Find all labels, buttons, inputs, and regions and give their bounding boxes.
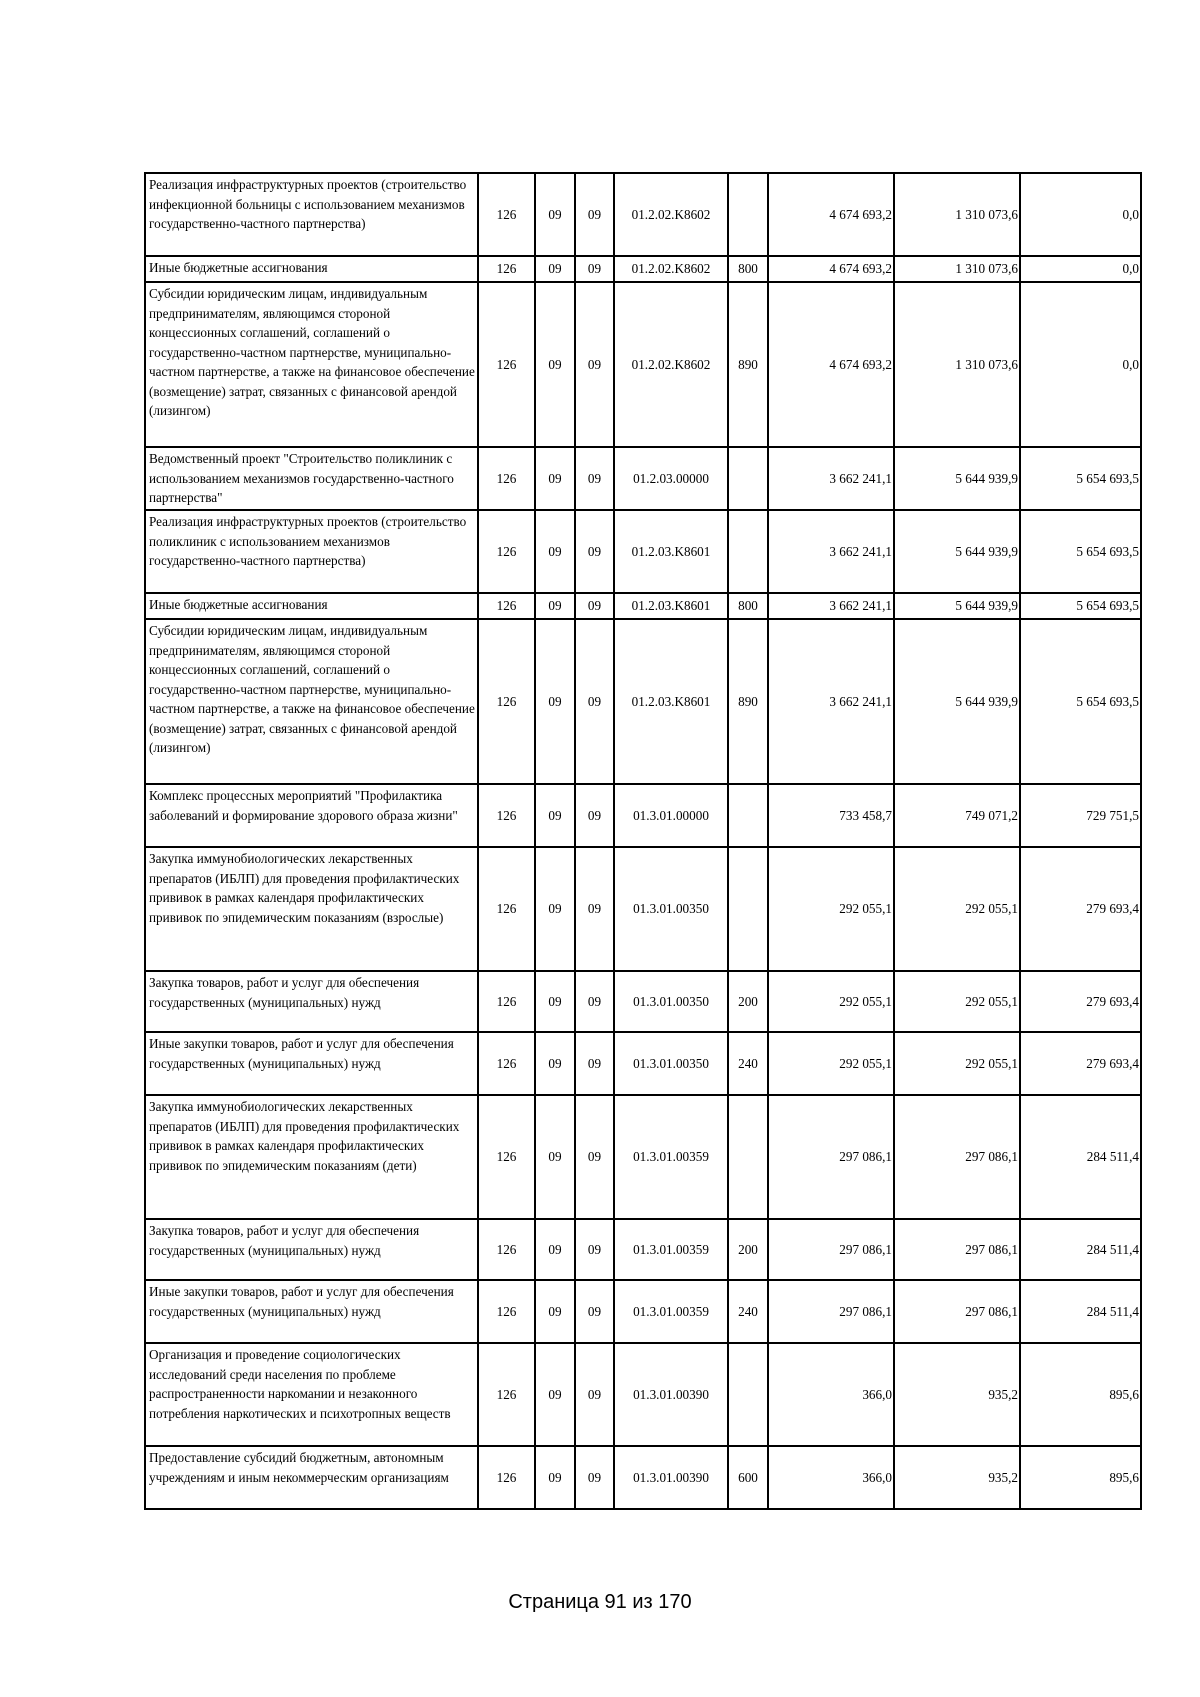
table-row <box>145 173 1141 256</box>
row-pr: 09 <box>575 784 614 847</box>
row-rz: 09 <box>535 1446 575 1509</box>
row-name: Субсидии юридическим лицам, индивидуальным предпринимателям, являющимся стороной концессионных соглашений, соглашений о государственно-частном партнерстве, муниципально-частном партнерстве, а также на финансовое обеспечение (возмещение) затрат, связанных с финансовой арендой (лизингом) <box>145 619 478 784</box>
row-amount-2: 935,2 <box>894 1343 1020 1446</box>
row-rz: 09 <box>535 173 575 256</box>
row-amount-3: 279 693,4 <box>1020 847 1141 971</box>
row-csr: 01.2.03.K8601 <box>614 593 728 619</box>
row-pr: 09 <box>575 1343 614 1446</box>
row-grbs: 126 <box>478 510 535 593</box>
row-amount-1: 297 086,1 <box>768 1095 894 1219</box>
row-amount-1: 297 086,1 <box>768 1280 894 1343</box>
row-csr: 01.2.03.K8601 <box>614 510 728 593</box>
row-pr: 09 <box>575 447 614 510</box>
row-amount-2: 5 644 939,9 <box>894 593 1020 619</box>
row-amount-2: 5 644 939,9 <box>894 510 1020 593</box>
row-amount-3: 5 654 693,5 <box>1020 447 1141 510</box>
table-row <box>145 1446 1141 1509</box>
table-row <box>145 1032 1141 1095</box>
row-csr: 01.2.02.K8602 <box>614 282 728 447</box>
row-pr: 09 <box>575 847 614 971</box>
row-pr: 09 <box>575 1219 614 1280</box>
table-row <box>145 510 1141 593</box>
table-row <box>145 447 1141 510</box>
row-pr: 09 <box>575 593 614 619</box>
row-grbs: 126 <box>478 784 535 847</box>
row-amount-3: 279 693,4 <box>1020 971 1141 1032</box>
table-body <box>145 173 1141 1509</box>
row-amount-2: 749 071,2 <box>894 784 1020 847</box>
row-pr: 09 <box>575 1446 614 1509</box>
table-row <box>145 1219 1141 1280</box>
row-name: Закупка иммунобиологических лекарственных препаратов (ИБЛП) для проведения профилактических прививок в рамках календаря профилактических прививок по эпидемическим показаниям (дети) <box>145 1095 478 1219</box>
row-csr: 01.3.01.00359 <box>614 1280 728 1343</box>
row-amount-3: 0,0 <box>1020 173 1141 256</box>
row-grbs: 126 <box>478 173 535 256</box>
row-amount-2: 5 644 939,9 <box>894 447 1020 510</box>
row-vr <box>728 510 768 593</box>
row-csr: 01.2.03.K8601 <box>614 619 728 784</box>
row-amount-2: 935,2 <box>894 1446 1020 1509</box>
row-rz: 09 <box>535 784 575 847</box>
row-name: Иные бюджетные ассигнования <box>145 256 478 282</box>
row-name: Организация и проведение социологических исследований среди населения по проблеме распространенности наркомании и незаконного потребления наркотических и психотропных веществ <box>145 1343 478 1446</box>
table-row <box>145 1343 1141 1446</box>
row-name: Комплекс процессных мероприятий "Профилактика заболеваний и формирование здорового образа жизни" <box>145 784 478 847</box>
row-vr <box>728 847 768 971</box>
row-amount-3: 0,0 <box>1020 256 1141 282</box>
row-name: Реализация инфраструктурных проектов (строительство инфекционной больницы с использованием механизмов государственно-частного партнерства) <box>145 173 478 256</box>
row-rz: 09 <box>535 1343 575 1446</box>
row-vr <box>728 1343 768 1446</box>
row-name: Закупка иммунобиологических лекарственных препаратов (ИБЛП) для проведения профилактических прививок в рамках календаря профилактических прививок по эпидемическим показаниям (взрослые) <box>145 847 478 971</box>
row-amount-2: 297 086,1 <box>894 1280 1020 1343</box>
row-rz: 09 <box>535 447 575 510</box>
row-amount-2: 297 086,1 <box>894 1219 1020 1280</box>
row-vr: 240 <box>728 1032 768 1095</box>
table-row <box>145 784 1141 847</box>
row-amount-1: 3 662 241,1 <box>768 619 894 784</box>
row-csr: 01.3.01.00390 <box>614 1343 728 1446</box>
row-grbs: 126 <box>478 619 535 784</box>
row-amount-1: 297 086,1 <box>768 1219 894 1280</box>
row-amount-2: 292 055,1 <box>894 847 1020 971</box>
row-rz: 09 <box>535 510 575 593</box>
row-vr: 800 <box>728 256 768 282</box>
row-grbs: 126 <box>478 1343 535 1446</box>
row-grbs: 126 <box>478 593 535 619</box>
row-amount-1: 4 674 693,2 <box>768 173 894 256</box>
row-csr: 01.2.02.K8602 <box>614 256 728 282</box>
row-pr: 09 <box>575 510 614 593</box>
page-number: Страница 91 из 170 <box>508 1591 692 1613</box>
row-name: Иные бюджетные ассигнования <box>145 593 478 619</box>
row-amount-1: 292 055,1 <box>768 1032 894 1095</box>
row-amount-1: 3 662 241,1 <box>768 447 894 510</box>
row-rz: 09 <box>535 256 575 282</box>
row-amount-2: 1 310 073,6 <box>894 282 1020 447</box>
row-amount-3: 5 654 693,5 <box>1020 619 1141 784</box>
table-row <box>145 847 1141 971</box>
row-vr: 890 <box>728 282 768 447</box>
row-amount-1: 292 055,1 <box>768 971 894 1032</box>
row-amount-3: 5 654 693,5 <box>1020 593 1141 619</box>
row-rz: 09 <box>535 1032 575 1095</box>
row-amount-1: 3 662 241,1 <box>768 593 894 619</box>
row-amount-3: 279 693,4 <box>1020 1032 1141 1095</box>
row-rz: 09 <box>535 619 575 784</box>
row-amount-2: 1 310 073,6 <box>894 173 1020 256</box>
row-pr: 09 <box>575 256 614 282</box>
row-name: Ведомственный проект "Строительство поликлиник с использованием механизмов государственно-частного партнерства" <box>145 447 478 510</box>
row-grbs: 126 <box>478 1280 535 1343</box>
row-grbs: 126 <box>478 282 535 447</box>
table-row <box>145 593 1141 619</box>
row-amount-3: 5 654 693,5 <box>1020 510 1141 593</box>
row-amount-1: 366,0 <box>768 1343 894 1446</box>
row-rz: 09 <box>535 593 575 619</box>
row-vr: 200 <box>728 971 768 1032</box>
row-amount-3: 729 751,5 <box>1020 784 1141 847</box>
row-csr: 01.3.01.00359 <box>614 1095 728 1219</box>
row-csr: 01.3.01.00390 <box>614 1446 728 1509</box>
row-grbs: 126 <box>478 1219 535 1280</box>
row-rz: 09 <box>535 1280 575 1343</box>
row-grbs: 126 <box>478 1446 535 1509</box>
row-amount-2: 5 644 939,9 <box>894 619 1020 784</box>
row-name: Предоставление субсидий бюджетным, автономным учреждениям и иным некоммерческим организациям <box>145 1446 478 1509</box>
table-row <box>145 1280 1141 1343</box>
row-pr: 09 <box>575 282 614 447</box>
row-pr: 09 <box>575 619 614 784</box>
row-csr: 01.2.03.00000 <box>614 447 728 510</box>
row-vr: 890 <box>728 619 768 784</box>
row-vr: 200 <box>728 1219 768 1280</box>
row-vr: 800 <box>728 593 768 619</box>
row-amount-3: 284 511,4 <box>1020 1095 1141 1219</box>
table-row <box>145 971 1141 1032</box>
row-rz: 09 <box>535 847 575 971</box>
row-pr: 09 <box>575 173 614 256</box>
row-amount-1: 4 674 693,2 <box>768 256 894 282</box>
row-grbs: 126 <box>478 971 535 1032</box>
row-amount-1: 3 662 241,1 <box>768 510 894 593</box>
table-row <box>145 1095 1141 1219</box>
table-row <box>145 619 1141 784</box>
row-pr: 09 <box>575 1280 614 1343</box>
row-grbs: 126 <box>478 1095 535 1219</box>
row-name: Субсидии юридическим лицам, индивидуальным предпринимателям, являющимся стороной концессионных соглашений, соглашений о государственно-частном партнерстве, муниципально-частном партнерстве, а также на финансовое обеспечение (возмещение) затрат, связанных с финансовой арендой (лизингом) <box>145 282 478 447</box>
row-pr: 09 <box>575 971 614 1032</box>
row-name: Закупка товаров, работ и услуг для обеспечения государственных (муниципальных) нужд <box>145 1219 478 1280</box>
budget-table <box>144 172 1142 1510</box>
row-csr: 01.3.01.00359 <box>614 1219 728 1280</box>
row-name: Реализация инфраструктурных проектов (строительство поликлиник с использованием механизмов государственно-частного партнерства) <box>145 510 478 593</box>
row-amount-2: 292 055,1 <box>894 971 1020 1032</box>
row-csr: 01.2.02.K8602 <box>614 173 728 256</box>
row-amount-3: 284 511,4 <box>1020 1219 1141 1280</box>
row-vr <box>728 1095 768 1219</box>
row-pr: 09 <box>575 1032 614 1095</box>
row-amount-3: 0,0 <box>1020 282 1141 447</box>
row-name: Иные закупки товаров, работ и услуг для обеспечения государственных (муниципальных) нужд <box>145 1280 478 1343</box>
row-vr <box>728 447 768 510</box>
row-vr: 240 <box>728 1280 768 1343</box>
table-row <box>145 282 1141 447</box>
row-amount-1: 733 458,7 <box>768 784 894 847</box>
row-grbs: 126 <box>478 847 535 971</box>
row-amount-3: 284 511,4 <box>1020 1280 1141 1343</box>
row-name: Иные закупки товаров, работ и услуг для обеспечения государственных (муниципальных) нужд <box>145 1032 478 1095</box>
row-name: Закупка товаров, работ и услуг для обеспечения государственных (муниципальных) нужд <box>145 971 478 1032</box>
row-amount-1: 4 674 693,2 <box>768 282 894 447</box>
row-csr: 01.3.01.00350 <box>614 1032 728 1095</box>
row-rz: 09 <box>535 282 575 447</box>
row-amount-3: 895,6 <box>1020 1343 1141 1446</box>
row-vr <box>728 173 768 256</box>
row-amount-3: 895,6 <box>1020 1446 1141 1509</box>
row-grbs: 126 <box>478 256 535 282</box>
row-csr: 01.3.01.00000 <box>614 784 728 847</box>
table-row <box>145 256 1141 282</box>
row-rz: 09 <box>535 1219 575 1280</box>
row-pr: 09 <box>575 1095 614 1219</box>
row-amount-2: 1 310 073,6 <box>894 256 1020 282</box>
row-rz: 09 <box>535 1095 575 1219</box>
row-amount-1: 292 055,1 <box>768 847 894 971</box>
row-rz: 09 <box>535 971 575 1032</box>
row-vr: 600 <box>728 1446 768 1509</box>
row-grbs: 126 <box>478 447 535 510</box>
row-amount-2: 297 086,1 <box>894 1095 1020 1219</box>
row-csr: 01.3.01.00350 <box>614 847 728 971</box>
row-amount-1: 366,0 <box>768 1446 894 1509</box>
row-grbs: 126 <box>478 1032 535 1095</box>
row-vr <box>728 784 768 847</box>
row-amount-2: 292 055,1 <box>894 1032 1020 1095</box>
row-csr: 01.3.01.00350 <box>614 971 728 1032</box>
